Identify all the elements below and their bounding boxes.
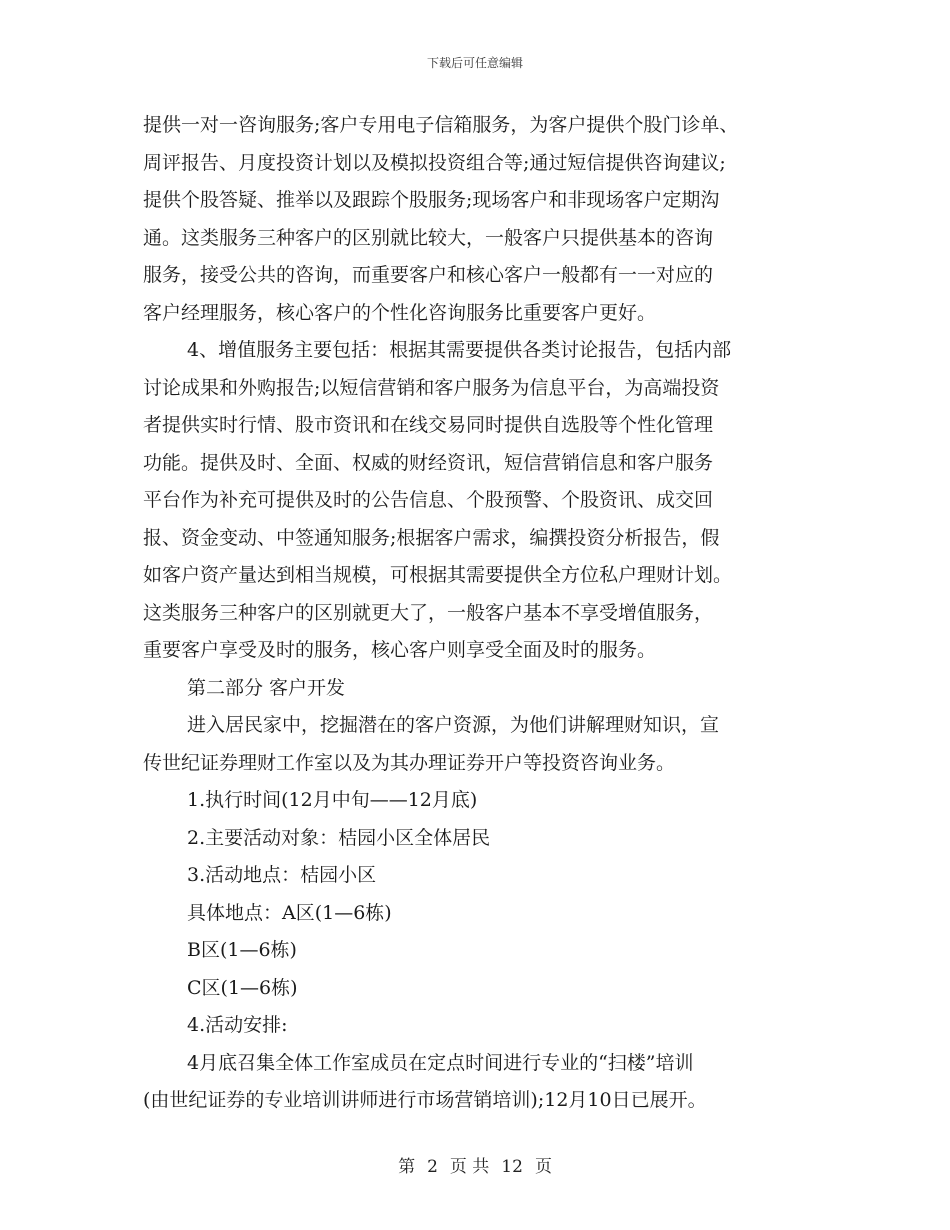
footer-middle: 页 共	[449, 1157, 490, 1177]
total-pages: 12	[501, 1157, 523, 1177]
page-footer	[0, 1152, 950, 1177]
body-line: 通。这类服务三种客户的区别就比较大，一般客户只提供基本的咨询	[143, 226, 714, 249]
document-body	[143, 107, 813, 1120]
footer-suffix: 页	[534, 1157, 552, 1177]
page-header: 下载后可任意编辑	[426, 56, 523, 70]
list-item: 1.执行时间(12月中旬——12月底)	[187, 789, 478, 811]
footer-prefix: 第	[398, 1157, 416, 1177]
body-line: 周评报告、月度投资计划以及模拟投资组合等;通过短信提供咨询建议;	[143, 151, 726, 174]
body-line: 讨论成果和外购报告;以短信营销和客户服务为信息平台，为高端投资	[143, 376, 720, 399]
body-line: 这类服务三种客户的区别就更大了，一般客户基本不享受增值服务，	[143, 601, 714, 624]
body-line: 如客户资产量达到相当规模，可根据其需要提供全方位私户理财计划。	[143, 564, 733, 586]
body-line: 提供一对一咨询服务;客户专用电子信箱服务，为客户提供个股门诊单、	[143, 114, 739, 136]
body-line: 功能。提供及时、全面、权威的财经资讯，短信营销信息和客户服务	[143, 451, 714, 474]
list-item: 2.主要活动对象：桔园小区全体居民	[187, 826, 491, 849]
body-line: 者提供实时行情、股市资讯和在线交易同时提供自选股等个性化管理	[143, 414, 714, 436]
page-number: 2	[427, 1157, 438, 1177]
list-item: 4.活动安排:	[187, 1014, 288, 1036]
body-line: 重要客户享受及时的服务，核心客户则享受全面及时的服务。	[143, 639, 657, 661]
list-item: 3.活动地点：桔园小区	[187, 864, 377, 886]
body-line: 进入居民家中，挖掘潜在的客户资源，为他们讲解理财知识，宣	[187, 714, 720, 736]
section-heading: 第二部分 客户开发	[187, 676, 346, 699]
list-item: 具体地点：A区(1—6栋)	[187, 901, 392, 924]
list-item: C区(1—6栋)	[187, 976, 298, 999]
list-item: B区(1—6栋)	[187, 939, 297, 961]
body-line: 平台作为补充可提供及时的公告信息、个股预警、个股资讯、成交回	[143, 489, 714, 511]
body-line: 客户经理服务，核心客户的个性化咨询服务比重要客户更好。	[143, 301, 657, 324]
body-line: 服务，接受公共的咨询，而重要客户和核心客户一般都有一一对应的	[143, 264, 714, 286]
body-line: (由世纪证券的专业培训讲师进行市场营销培训);12月10日已展开。	[143, 1089, 707, 1111]
body-line: 传世纪证券理财工作室以及为其办理证券开户等投资咨询业务。	[143, 751, 676, 774]
body-line: 报、资金变动、中签通知服务;根据客户需求，编撰投资分析报告，假	[143, 526, 720, 549]
body-line: 4、增值服务主要包括：根据其需要提供各类讨论报告，包括内部	[187, 339, 732, 361]
body-line: 4月底召集全体工作室成员在定点时间进行专业的“扫楼”培训	[187, 1051, 694, 1074]
body-line: 提供个股答疑、推举以及跟踪个股服务;现场客户和非现场客户定期沟	[143, 189, 720, 211]
